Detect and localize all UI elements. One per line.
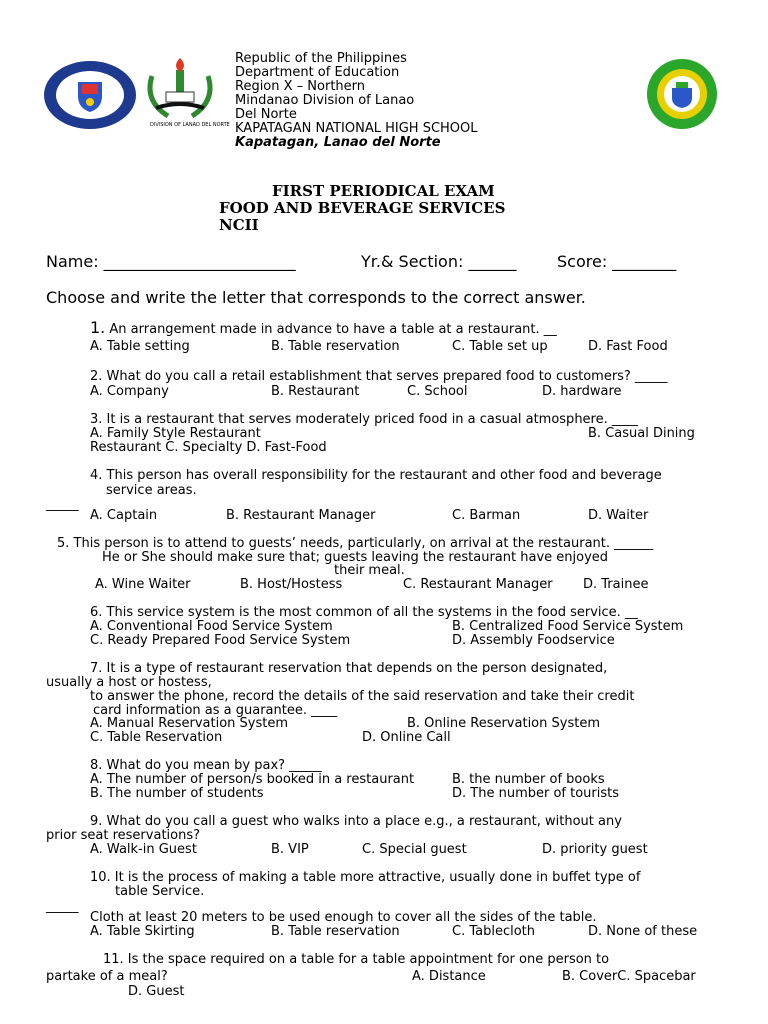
- q2-option-b: B. Restaurant: [271, 384, 360, 399]
- q8-option-b: B. the number of books: [452, 772, 605, 787]
- division-logo-caption: DIVISION OF LANAO DEL NORTE: [150, 122, 230, 128]
- q11-option-d: D. Guest: [128, 984, 185, 999]
- q1-option-a: A. Table setting: [90, 339, 190, 354]
- subject-title: FOOD AND BEVERAGE SERVICES: [219, 199, 506, 217]
- q5-option-c: C. Restaurant Manager: [403, 577, 553, 592]
- question-7-line4: card information as a guarantee. ____: [93, 703, 338, 718]
- score-field[interactable]: Score: ________: [557, 252, 677, 271]
- question-3: 3. It is a restaurant that serves moderately priced food in a casual atmosphere. ____: [90, 412, 638, 427]
- region-line: Region X – Northern: [235, 79, 366, 94]
- q1-option-b: B. Table reservation: [271, 339, 400, 354]
- q8-option-d: D. The number of tourists: [452, 786, 620, 801]
- department-line: Department of Education: [235, 65, 400, 80]
- q10-blank[interactable]: _____: [46, 899, 79, 914]
- exam-title: FIRST PERIODICAL EXAM: [272, 182, 495, 200]
- question-9-line2: prior seat reservations?: [46, 828, 201, 843]
- q6-option-c: C. Ready Prepared Food Service System: [90, 633, 351, 648]
- q9-option-a: A. Walk-in Guest: [90, 842, 197, 857]
- question-5-line1: 5. This person is to attend to guests’ needs, particularly, on arrival at the restaurant. ______: [57, 536, 654, 551]
- q4-option-b: B. Restaurant Manager: [226, 508, 376, 523]
- q3-option-a: A. Family Style Restaurant: [90, 426, 261, 441]
- school-location: Kapatagan, Lanao del Norte: [235, 135, 441, 150]
- division-line-1: Mindanao Division of Lanao: [235, 93, 415, 108]
- section-field[interactable]: Yr.& Section: ______: [361, 252, 517, 271]
- question-6: 6. This service system is the most common of all the systems in the food service. __: [90, 605, 638, 620]
- question-4-line2: service areas.: [106, 483, 197, 498]
- school-seal-logo: [646, 58, 718, 130]
- instruction: Choose and write the letter that corresponds to the correct answer.: [46, 288, 586, 307]
- q10-option-c: C. Tablecloth: [452, 924, 536, 939]
- ncii-title: NCII: [219, 216, 259, 234]
- question-10-line3: Cloth at least 20 meters to be used enough to cover all the sides of the table.: [90, 910, 597, 925]
- q7-option-a: A. Manual Reservation System: [90, 716, 289, 731]
- name-field[interactable]: Name: ________________________: [46, 252, 296, 271]
- school-name: KAPATAGAN NATIONAL HIGH SCHOOL: [235, 121, 478, 136]
- q4-option-c: C. Barman: [452, 508, 521, 523]
- q6-option-b: B. Centralized Food Service System: [452, 619, 684, 634]
- letterhead: [235, 52, 478, 150]
- q3-option-b: B. Casual Dining: [588, 426, 695, 441]
- question-11-line2: partake of a meal?: [46, 969, 168, 984]
- q3-options-cont: Restaurant C. Specialty D. Fast-Food: [90, 440, 327, 455]
- q9-option-c: C. Special guest: [362, 842, 467, 857]
- q10-option-b: B. Table reservation: [271, 924, 400, 939]
- deped-seal-logo: [42, 60, 138, 130]
- q1-number: 1.: [90, 318, 106, 337]
- q4-option-d: D. Waiter: [588, 508, 649, 523]
- q2-option-d: D. hardware: [542, 384, 622, 399]
- division-torch-logo: [140, 56, 220, 128]
- q7-option-c: C. Table Reservation: [90, 730, 223, 745]
- q9-option-d: D. priority guest: [542, 842, 648, 857]
- question-8: 8. What do you mean by pax? _____: [90, 758, 322, 773]
- q9-option-b: B. VIP: [271, 842, 309, 857]
- republic-line: Republic of the Philippines: [235, 51, 407, 66]
- q7-option-d: D. Online Call: [362, 730, 451, 745]
- q1-option-d: D. Fast Food: [588, 339, 668, 354]
- question-2: 2. What do you call a retail establishment that serves prepared food to customers? _____: [90, 369, 668, 384]
- question-7-line1: 7. It is a type of restaurant reservation that depends on the person designated,: [90, 661, 608, 676]
- q1-option-c: C. Table set up: [452, 339, 548, 354]
- question-7-line2: usually a host or hostess,: [46, 675, 212, 690]
- q5-option-d: D. Trainee: [583, 577, 649, 592]
- q11-option-a: A. Distance: [412, 969, 486, 984]
- question-1: [90, 318, 557, 337]
- q2-option-c: C. School: [407, 384, 468, 399]
- q6-option-d: D. Assembly Foodservice: [452, 633, 615, 648]
- q7-option-b: B. Online Reservation System: [407, 716, 600, 731]
- q5-option-a: A. Wine Waiter: [95, 577, 191, 592]
- q10-option-d: D. None of these: [588, 924, 698, 939]
- question-10-line1: 10. It is the process of making a table more attractive, usually done in buffet type of: [90, 870, 641, 885]
- question-11-line1: 11. Is the space required on a table for a table appointment for one person to: [103, 952, 610, 967]
- division-line-2: Del Norte: [235, 107, 297, 122]
- question-9-line1: 9. What do you call a guest who walks into a place e.g., a restaurant, without any: [90, 814, 622, 829]
- q1-text: An arrangement made in advance to have a table at a restaurant. __: [109, 322, 557, 337]
- q8-option-a: A. The number of person/s booked in a restaurant: [90, 772, 415, 787]
- q10-option-a: A. Table Skirting: [90, 924, 195, 939]
- q4-option-a: A. Captain: [90, 508, 158, 523]
- question-5-line2: He or She should make sure that; guests leaving the restaurant have enjoyed: [102, 550, 609, 565]
- q4-blank[interactable]: _____: [46, 497, 79, 512]
- q5-option-b: B. Host/Hostess: [240, 577, 343, 592]
- question-7-line3: to answer the phone, record the details of the said reservation and take their credit: [90, 689, 635, 704]
- question-10-line2: table Service.: [115, 884, 205, 899]
- question-4-line1: 4. This person has overall responsibility for the restaurant and other food and beverage: [90, 468, 662, 483]
- q6-option-a: A. Conventional Food Service System: [90, 619, 333, 634]
- question-5-line3: their meal.: [334, 563, 405, 578]
- q11-option-bc: B. CoverC. Spacebar: [562, 969, 696, 984]
- q2-option-a: A. Company: [90, 384, 169, 399]
- q8-option-c: B. The number of students: [90, 786, 264, 801]
